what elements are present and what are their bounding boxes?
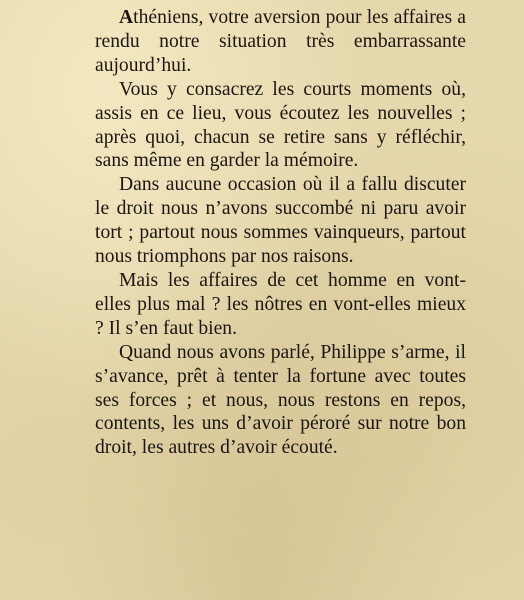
initial-letter: A	[119, 7, 134, 28]
paragraph-2: Vous y consacrez les courts moments où, assis en ce lieu, vous écoutez les nouvelles ; après quoi, chacun se retire sans y réfléchir, sans même en garder la mémoire.	[95, 78, 466, 172]
paragraph-1-text: théniens, votre aversion pour les affaires a rendu notre situation très embarrassante aujourd’hui.	[95, 7, 466, 76]
document-page	[95, 6, 466, 460]
paragraph-5: Quand nous avons parlé, Philippe s’arme, il s’avance, prêt à tenter la fortune avec toutes ses forces ; et nous, nous restons en repos, contents, les uns d’avoir péroré sur notre bon droit, les autres d’avoir écouté.	[95, 341, 466, 459]
paragraph-3: Dans aucune occasion où il a fallu discuter le droit nous n’avons succombé ni paru avoir tort ; partout nous sommes vainqueurs, partout nous triomphons par nos raisons.	[95, 174, 466, 268]
paragraph-4: Mais les affaires de cet homme en vont-elles plus mal ? les nôtres en vont-elles mieux ? Il s’en faut bien.	[95, 269, 466, 339]
paragraph-1	[95, 6, 466, 78]
